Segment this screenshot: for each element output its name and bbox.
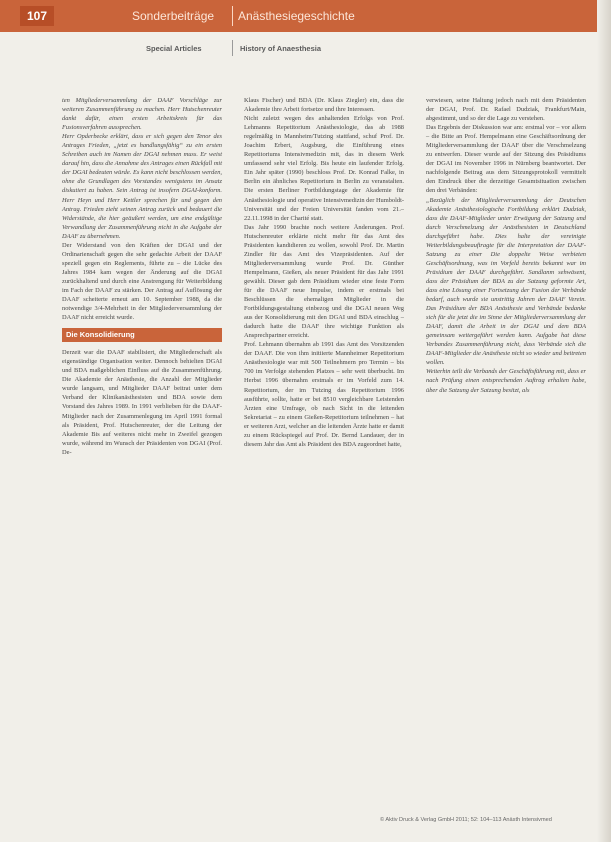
page-number: 107: [20, 6, 54, 26]
section-heading: Die Konsolidierung: [62, 328, 222, 342]
paragraph: Der Widerstand von den Kräften der DGAI und der Ordinarienschaft gegen die sehr gedachte Arbeit der DAAF speziell gegen ein Reglements, führte zu – die Lücke des Jahres 1984 kam wegen der Änderung auf die DGAI zurückhaltend und durch eine Anstrengung für Weiterbildung im Fach der DAAF zu stärken. Der Antrag auf Auflösung der DAAF scheiterte erneut am 10. September 1988, da die notwendige 3/4-Mehrheit in der Mitgliederversammlung der DAAF nicht erreicht wurde.: [62, 241, 222, 322]
header-bar: [0, 0, 611, 32]
paragraph: verwiesen, seine Haltung jedoch nach mit dem Präsidenten der DGAI, Prof. Dr. Rafael Dudziak, Frankfurt/Main, abgestimmt, und so der die Lage zu verstehen.: [426, 97, 586, 123]
text-column-1: [62, 96, 222, 457]
text-column-3: [426, 96, 586, 395]
quote-paragraph: Weiterhin teilt die Verbands der Geschäftsführung mit, dass er nach Prüfung einen entsprechenden Auftrag erhalten habe, über die Satzung der Satzung besitzt, als: [426, 368, 586, 394]
paragraph: ten Mitgliederversammlung der DAAF Vorschläge zur weiteren Zusammenführung zu machen. Herr Hutschenreuter dankt dafür, einen ersten Arbeitskreis für das Fusionsverfahren aussprechen.: [62, 97, 222, 132]
subheader-divider: [232, 40, 233, 56]
paragraph: Das Jahr 1990 brachte noch weitere Änderungen. Prof. Hutschenreuter erklärte nicht mehr für das Amt des Präsidenten kandidieren zu wollen, sowohl Prof. Dr. Martin Zindler für das Amt des Vizepräsidenten. Auf der Mitgliederversammlung wurde Prof. Dr. Günther Hempelmann, Gießen, als neuer Präsident für das Jahr 1991 gewählt. Dieser gab dem Präsidium wieder eine feste Form für die DAAF neue Impulse, indem er erstmals bei Beschlüssen die ehemaligen Mitglieder in die Fortbildungsgestaltung einbezog und die DGAI neuen Weg aus der Konsolidierung mit den DGAI und BDA einschlug – dadurch hatte die DAAF ihre wichtige Funktion als Ansprechpartner erreicht.: [244, 223, 404, 340]
footer-copyright: © Aktiv Druck & Verlag GmbH 2011; 52: 104–113 Anästh Intensivmed: [380, 817, 552, 823]
text-column-2: [244, 96, 404, 449]
subheader-left: Special Articles: [146, 44, 202, 53]
subheader-right: History of Anaesthesia: [240, 44, 321, 53]
section-label-left: Sonderbeiträge: [132, 9, 215, 23]
paragraph: Klaus Fischer) und BDA (Dr. Klaus Ziegler) ein, dass die Akademie ihre Arbeit fortsetze und ihre Interessen.: [244, 97, 404, 114]
header-divider: [232, 6, 233, 26]
quote-paragraph: „Bezüglich der Mitgliederversammlung der Deutschen Akademie Anästhesiologische Fortbildung erklärt Dudziak, dass die DAAF-Mitglieder unter Erwägung der Satzung und durch Verschmelzung der Anästhesisten in Deutschland durchgeführt habe. Dies halte der vereinigte Weiterbildungsbeauftragte für die Interpretation der DAAF-Satzung zu einer Die doppelte Weise verbieten Geschäftsordnung, was im Vorfeld bereits bekannt war im Präsidium der DAAF durchgeführt. Sandlanm sehwäsent, dass der Präsidium der BDA zu der Satzung geformte Art, dass eine Lösung einer Fortsetzung der Fusion der Verbände bedarf, auch wurde sie unstrittig Jahren der DAAF Verein. Das Präsidium der BDA Anästhesie und Verbände bedanke sich für die jetzt die im Sinne der Mitgliederversammlung der DAAF, damit die Arbeit in der DGAI und dem BDA gemeinsam weitergeführt werden kann. Aufgabe hat diese Verbandes Zusammenführung nicht, dass Verbände sich die DAAF-Mitglieder die Anästhesie nicht so wieder und beitreten wollen.: [426, 196, 586, 367]
section-label-right: Anästhesiegeschichte: [238, 9, 355, 23]
paragraph: Derzeit war die DAAF stabilisiert, die Mitgliederschaft als eigenständige Organisation weiter. Dennoch behielten DGAI und BDA maßgeblichen Einfluss auf die Zusammenführung. Die Akademie der Anästhesie, die Anzahl der Mitglieder wurde langsam, und Mitglieder DAAF beitrat unter dem Verband der Klinikanästhesisten und BDA sowie dem Vorstand des Jahres 1989. In 1991 verblieben für die DAAF-Mitglieder nach der Zusammenlegung im April 1991 formal als Präsident, Prof. Hutschenreuter, der die Leitung der Akademie Bis auf weiteres nicht mehr in Zweifel gezogen wurde, während im Wunsch der Präsidenten von DGAI (Prof. De-: [62, 349, 222, 456]
paragraph: Herr Opderbecke erklärt, dass er sich gegen den Tenor des Antrages Frieden, „jetzt es handlungsfähig“ zu ein ersten Schreiben auch im Namen der DGAI nehmen muss. Er weist darauf hin, dass die Annahme des Antrages einen Rückfall mit der DGAI bedeuten würde. Es kann nicht beschlossen werden, ohne die Grundlagen des Vorstandes wenigstens im Ansatz diskutiert zu haben. Sein Antrag ist insofern DGAI-konform. Herr Heyn und Herr Kettler sprechen für und gegen den Antrag. Frieden zieht seinen Antrag zurück und bedauert die Widerstände, die hier geäußert werden, um eine endgültige Verwandlung der Zusammenführung nicht in die Aufgabe der DAAF zu übernehmen.: [62, 133, 222, 240]
paragraph: Prof. Lehmann übernahm ab 1991 das Amt des Vorsitzenden der DAAF. Die von ihm initiierte Mannheimer Repetitorium Anästhesiologie war mit 500 Teilnehmern pro Termin – bis 700 im Verfolge stehenden Platzes – sehr weit überbucht. Im Herbst 1996 übernahm erstmals er im Vorfeld zum 14. Repetitorium, der im Tutzing das Repetitorium 1996 ausführte, sollte, hatte er bei 8510 vergleichbare Leistenden Ärzten eine Umfrage, ob nach Sicht in die leitenden Sekretariat – zu einem Gießen-Repetitorium teilnehmen – hat er weiteren Arzt, welcher an die leitenden Ärzte hatte er damit zu einem Rückspiegel auf Prof. Dr. Bernd Landauer, der in diesem Jahr das Amt als Präsident des BDA zugeordnet hatte,: [244, 341, 404, 448]
paragraph: Das Ergebnis der Diskussion war am: erstmal vor – vor allem – die Bitte an Prof. Hempelmann eine Geschäftsordnung der Mitgliederversammlung der DAAF über die Verschmelzung zu entwerfen. Dieser wurde auf der Sitzung des Präsidiums der DGAI im November 1996 in Nürnberg beantwortet. Der nachfolgende Beitrag aus dem Sitzungsprotokoll vermittelt den Eindruck über die derzeitige Gesamtsituation zwischen den drei Verbänden:: [426, 124, 586, 195]
paragraph: Nicht zuletzt wegen des anhaltenden Erfolgs von Prof. Lehmanns Repetitorium Anästhesiologie, das ab 1988 regelmäßig in Mannheim/Tutzing stattfand, schuf Prof. Dr. Joachim Erbert, Augsburg, die Einführung eines Repetitoriums Intensivmedizin mit, das in diesem Werk umfassend sehr viel Erfolg. Bis heute ein laufender Erfolg. Ein Jahr später (1990) beschloss Prof. Dr. Konrad Falke, in Berlin ein ähnliches Repetitorium in Berlin zu veranstalten. Die ersten Berliner Fortbildungstage der Akademie für Anästhesiologie und operative Intensivmedizin der Humboldt-Universität und der Freien Universität fanden vom 21.–22.11.1998 in der Charité statt.: [244, 115, 404, 222]
page-fold-shadow: [597, 0, 611, 842]
